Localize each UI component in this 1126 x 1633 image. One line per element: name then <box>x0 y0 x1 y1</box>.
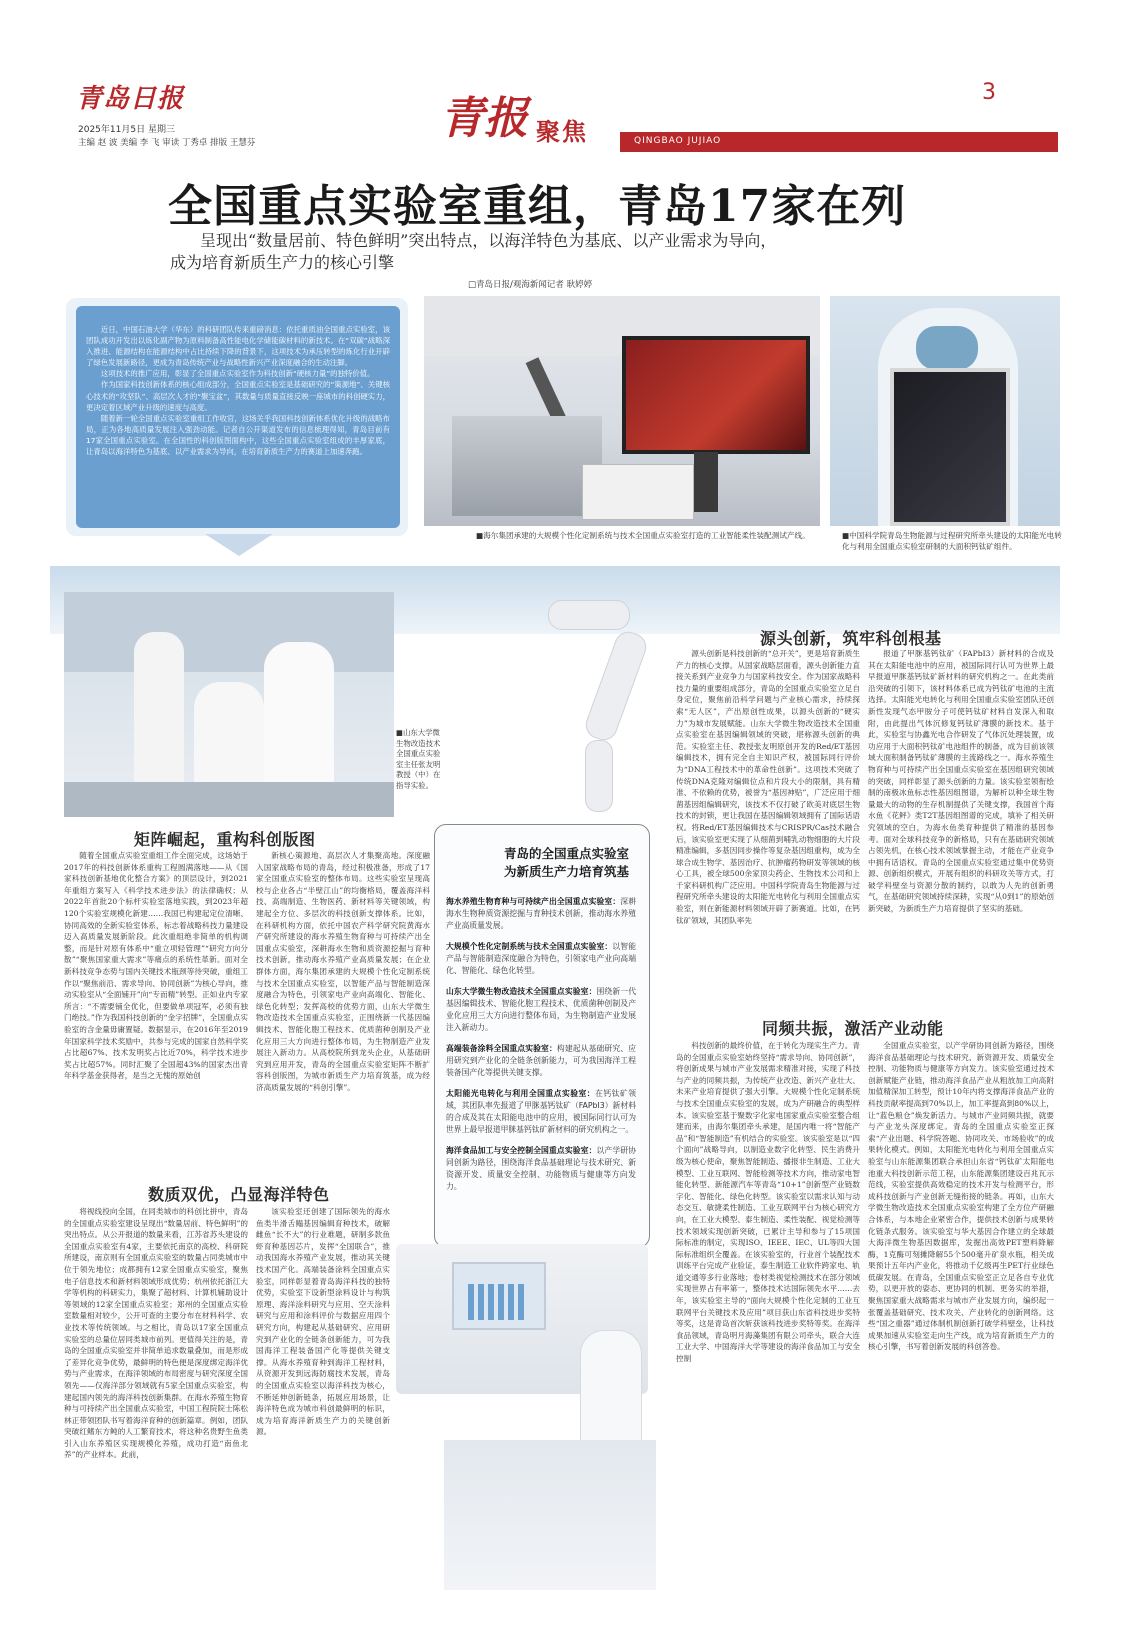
sidebar-item-text: 在钙钛矿领域，其团队率先报道了甲脒基钙钛矿（FAPbI3）新材料的合成及其在太阳能电池中的应用，被国际同行认可为世界上最早报道甲脒基钙钛矿新材料的研究机构之一。 <box>446 1089 636 1134</box>
sidebar-item <box>446 1088 636 1136</box>
photo-perovskite <box>830 296 1060 526</box>
face-mask <box>916 326 978 370</box>
robot-base <box>452 416 602 516</box>
section3-col1: 源头创新是科技创新的“总开关”，更是培育新质生产力的核心支撑。从国家战略层面看，源头创新能力直接关系到产业竞争力与国家科技安全。作为国家战略科技力量的重要组成部分，青岛的全国重点实验室立足自身定位，聚焦前沿科学问题与产业核心需求，持续探索“无人区”，产出原创性成果，以源头创新的“硬实力”为城市发展赋能。山东大学微生物改造技术全国重点实验室在基因编辑领域的突破，堪称源头创新的典范。实验室主任、教授张友明原创开发的Red/ET基因编辑技术，拥有完全自主知识产权，被国际同行评价为“DNA工程技术中的革命性创新”。这项技术突破了传统DNA克隆对编辑位点和片段大小的限制，具有精准、不依赖的优势，被誉为“基因神贴”，广泛应用于细菌基因组编辑研究，该技术不仅打破了欧美对底层生物技术的封锁，更让我国在基因编辑领域拥有了国际话语权。将Red/ET基因编辑技术与CRISPR/Cas技术融合后，该实验室更实现了从细菌到哺乳动物细胞的大片段精准编辑，多基因同步操作等复杂基因组重构，成为全球合成生物学、基因治疗、抗肿瘤药物研发等领域的核心工具，被全球500余家顶尖药企、生物技术公司和上千家科研机构广泛应用。中国科学院青岛生物能源与过程研究所牵头建设的太阳能光电转化与利用全国重点实验室，则在新能源材料领域开辟了新赛道。比如，在钙钛矿领域，其团队率先 <box>676 649 860 925</box>
display-screen <box>622 336 810 454</box>
sidebar-item <box>446 1043 636 1079</box>
section-logo-brush: 青报 <box>440 93 528 144</box>
photo2-caption: ■中国科学院青岛生物能源与过程研究所牵头建设的太阳能光电转化与利用全国重点实验室研制的大面积钙钛矿组件。 <box>842 531 1062 551</box>
subheadline-line2: 成为培育新质生产力的核心引擎 <box>170 253 395 272</box>
robot-arm-decor-1 <box>548 600 630 630</box>
robot-arm-decor-3 <box>585 740 613 812</box>
lab-bench <box>64 782 394 817</box>
illustration-bars <box>468 1284 528 1320</box>
sidebar-item-name: 太阳能光电转化与利用全国重点实验室： <box>446 1089 596 1098</box>
section-logo-text: 聚焦 <box>536 117 588 146</box>
sidebar-item-name: 高端装备涂料全国重点实验室： <box>446 1044 557 1053</box>
sidebar-title-2: 为新质生产力培育筑基 <box>504 864 630 879</box>
section4-col2: 全国重点实验室，以产学研协同创新为路径，围绕海洋食品基础理论与技术研究、新资源开发、质量安全控制、功能物质与健康等方向发力。该实验室通过技术创新赋能产业链，推动海洋食品产业从粗放加工向高附加值精深加工转型，预计10年内将支撑海洋食品产业的科技贡献率提高到70%以上，加工率提高到80%以上，让“蓝色粮仓”焕发新活力。与城市产业同频共振，就要与产业龙头深度绑定。青岛的全国重点实验室正探索“产业出题、科学院答题、协同攻关、市场验收”的成果转化模式。例如，太阳能光电转化与利用全国重点实验室与山东能源集团联合承担山东省“钙钛矿太阳能电池重大科技创新示范工程，山东能源集团建设百兆瓦示范线，实验室提供高效稳定的技术开发与检测平台，形成科技创新与产业创新无缝衔接的链条。再如，山东大学微生物改造技术全国重点实验室构建了全方位产研融合体系，与本地企业紧密合作，提供技术创新与成果转化链条式服务。该实验室与华大基因合作建立的全球最大海洋微生物基因数据库，发掘出高效PET塑料降解酶，1克酶可刻摊降解55个500毫升矿泉水瓶，相关成果预计五年内产业化，将推动千亿级再生PET行业绿色低碳发展。在青岛，全国重点实验室正立足各自专业优势，以更开放的姿态、更协同的机制、更务实的举措，聚焦国家重大战略需求与城市产业发展方向，编织起一张覆盖基础研究、技术攻关、产业转化的创新网络。这些“国之重器”通过体制机制创新打破学科壁垒，让科技成果加速从实验室走向生产线，成为培育新质生产力的核心引擎，书写着创新发展的科创答卷。 <box>868 1041 1054 1352</box>
sidebar-item-name: 海水养殖生物育种与可持续产出全国重点实验室： <box>446 897 621 906</box>
section2-col1: 将视线投向全国，在同类城市的科创比拼中，青岛的全国重点实验室建设呈现出“数量居前、特色鲜明”的突出特点。从公开报道的数量来看，江苏省苏头建设的全国重点实验室有4家，主要依托南京的高校、科研院所建设，南京则有全国重点实验室的数量占同类城市中位于领先地位；成都拥有12家全国重点实验室，聚焦电子信息技术和新材料领域形成优势；杭州依托浙江大学等机构的科研实力，集聚了超材料、计算机辅助设计等领域的12家全国重点实验室；郑州的全国重点实验室数量相对较少，公开可查的主要分布在材料科学、农业技术等传统领域。与之相比，青岛以17家全国重点实验室的总量位居同类城市前列。更值得关注的是，青岛的全国重点实验室并非简单追求数量叠加，而是形成了差异化竞争优势，最鲜明的特色便是深度绑定海洋优势与产业需求，在海洋领域的布局密度与研究深度全国领先——仅海洋部分领域就有5家全国重点实验室，构建起国内领先的海洋科技创新集群。在海水养殖生物育种与可持续产出全国重点实验室，中国工程院院士陈松林正带领团队书写着海洋育种的创新篇章。例如，团队突破红鳍东方鲀的人工繁育技术，将这种名贵野生鱼类引入山东养殖区实现规模化养殖，成功打造“南鱼北养”的产业样本。此前， <box>64 1207 248 1460</box>
robot-arm-decor-2 <box>582 628 650 744</box>
sidebar-item <box>446 986 636 1034</box>
paper-logo: 青岛日报 <box>76 84 185 114</box>
section3-col2: 报道了甲脒基钙钛矿（FAPbI3）新材料的合成及其在太阳能电池中的应用，被国际同行认可为世界上最早报道甲脒基钙钛矿新材料的研究机构之一。在此类前沿突破的引领下，该材料体系已成为钙钛矿电池的主流选择。太阳能光电转化与利用全国重点实验室团队还创新性发现气态甲胺分子可使钙钛矿材料自发深入和取附，由此提出气体沉修复钙钛矿薄膜的新技术。基于此，实验室与协鑫光电合作研发了气体沉处理装置，成功应用于大面积钙钛矿电池组件的制备，成为目前该领域大面积制备钙钛矿薄膜的主流路线之一。海水养殖生物育种与可持续产出全国重点实验室在基因组研究领域的突破，同样彰显了源头创新的力量。该实验室领衔绘制的南极冰鱼标志性基因组图谱，为解析以种全球生物量最大的动物的生存机制提供了关键支撑，我国首个海水鱼《花鲆》类T2T基因组图谱的完成，填补了相关研究领域的空白，为海水鱼类育种提供了精准的基因参考。面对全球科技竞争的新格局，只有在基础研究领域占领先机，在核心技术领域掌握主动，才能在产业竞争中拥有话语权。青岛的全国重点实验室通过集中优势资源、创新组织模式，开展有组织的科研攻关等方式，打破学科壁垒与资源分散的制约，以敢为人先的创新勇气，在基础研究领域持续深耕，实现“从0到1”的原始创新突破，为新质生产力培育提供了坚实的基础。 <box>868 649 1054 914</box>
photo-assembly-line <box>424 296 820 526</box>
photo-lab <box>64 592 394 817</box>
sidebar-item <box>446 896 636 932</box>
staff-line: 主编 赵 波 美编 李 飞 审读 丁秀卓 排版 王慧芬 <box>78 138 256 148</box>
lead-text <box>86 324 390 524</box>
byline: □青岛日报/观海新闻记者 耿婷婷 <box>468 280 593 290</box>
perovskite-panel <box>890 368 1010 526</box>
sidebar-list <box>446 896 636 1242</box>
lead-p2: 这项技术的推广应用，彰显了全国重点实验室作为科技创新“硬核力量”的独特价值。 <box>100 369 375 379</box>
photo1-caption: ■海尔集团承建的大规模个性化定制系统与技术全国重点实验室打造的工业智能柔性装配测试产线。 <box>476 531 810 540</box>
section4-col1: 科技创新的最终价值，在于转化为现实生产力。青岛的全国重点实验室始终坚持“需求导向、协同创新”，将创新成果与城市产业发展需求精准对接，实现了科技与产业的同频共振，为传统产业改造、新兴产业壮大、未来产业培育提供了强大引擎。大规模个性化定制系统与技术全国重点实验室的发展，成为产研融合的典型样本。该实验室基于聚数字化家电国家重点实验室整合组建而来，由海尔集团牵头承建，是国内唯一将“智能产品”和“智能制造”有机结合的实验室。该实验室是以“四个面向”战略导向，以制造业数字化转型、民生消费升级为核心使命，聚焦智能制造、播报非生制造、工业大模型、工业互联网、智能检测等技术方向，推动家电智能化转型、新能源汽车等青岛“10+1”创新型产业链数字化、智能化、绿色化转型。该实验室以需求认知与动态交互、敏捷柔性制造、工业互联网平台为核心研究方向，在工业大模型、泰生制造、柔性装配、视觉检测等技术领域实现创新突破，已累计主导和参与了15项国际标准的制定，实现ISO、IEEE、IEC、UL等四大国际标准组织全覆盖。在该实验室的，行业首个装配技术训练平台完成产业验证，泰生制造工业软件跨家电、轨道交通等多行业落地；卷材类视觉检测技术在部分领域实现世界占有率第一，整体技术达国际领先水平……去年，该实验室主导的“面向大规模个性化定制的工业互联网平台关键技术及应用”项目获山东省科技进步奖特等奖，这是青岛首次斩获该科技进步奖特等奖。在海洋食品领域，青岛明月海藻集团有限公司牵头，联合大连工业大学、中国海洋大学等建设的海洋食品加工与安全控制 <box>676 1041 860 1364</box>
date-line: 2025年11月5日 星期三 <box>78 125 175 135</box>
headline: 全国重点实验室重组，青岛17家在列 <box>168 181 907 232</box>
section2-col2: 该实验室还创建了国际领先的海水鱼类半滑舌鳎基因编辑育种技术，破解雌鱼“长不大”的行业难题，研制多款鱼虾育种基因芯片，发挥“全国联合”，推动我国海水养殖产业发展，推动其关键技术国产化。高端装备涂料全国重点实验室，同样彰显着青岛海洋科技的独特优势，实验室下设新型涂料设计与构筑原理、海洋涂料研究与应用、空天涂料研究与应用和涂料评价与数据应用四个研究方向，构建起从基础研究、应用研究到产业化的全链条创新能力，可为我国海洋工程装备国产化等提供关键支撑。从海水养殖育种到海洋工程材料，从资源开发到远海防腐技术发展，青岛的全国重点实验室以海洋科技为核心，不断延伸创新链条，拓展应用场景，让海洋特色成为城市科创最鲜明的标识，成为培育海洋新质生产力的关键创新源。 <box>256 1207 390 1437</box>
illustration-desk <box>444 1440 656 1590</box>
illustration-scientist <box>580 1330 642 1442</box>
sidebar-item-name: 山东大学微生物改造技术全国重点实验室： <box>446 987 597 996</box>
lead-p1: 近日，中国石油大学（华东）的科研团队传来重磅消息：依托重质油全国重点实验室，该团队成功开发出以炼化副产物为原料制备高性能电化学储能碳材料的新技术。在“双碳”战略深入推进、能源结构在能源结构中占比持续下降的背景下，这项技术为承压转型的炼化行业开辟了绿色发展新路径，更成为青岛传统产业与战略性新兴产业深度融合的生动注脚。 <box>86 325 390 368</box>
section1-col2: 新核心策源地、高层次人才集聚高地。深度融入国家战略布局的青岛，经过积极准备，形成了17家全国重点实验室的整体布局。这些实验室呈现高校与企业各占“半壁江山”的均衡格局，覆盖海洋科技、高端制造、生物医药、新材料等关键领域，构建起全方位、多层次的科技创新支撑体系。比如，在科研机构方面，依托中国农产科学研究院黄海水产研究所建设的海水养殖生物育种与可持续产出全国重点实验室，深耕海水生物和质资源挖掘与育种技术创新，推动海水养殖产业高质量发展；在企业群体方面，海尔集团承建的大规模个性化定制系统与技术全国重点实验室，以智能产品与智能制造深度融合为特色，引领家电产业向高端化、智能化、绿色化转型；发挥高校的优势方面，山东大学微生物改造技术全国重点实验室，正围绕新一代基因编辑技术、智能化胞工程技术、优质菌种创制及产业化应用三大方向进行整体布局，为生物制造产业发展注入新动力。从高校院所到龙头企业，从基础研究到应用开发，青岛的全国重点实验室矩阵不断扩容科创版图，为城市新质生产力培育筑基，成为经济高质量发展的“科创引擎”。 <box>256 851 430 1092</box>
sidebar-item-name: 大规模个性化定制系统与技术全国重点实验室： <box>446 942 613 951</box>
sidebar-item-text: 以智能产品与智能制造深度融合为特色，引领家电产业向高端化、智能化、绿色化转型。 <box>446 942 636 975</box>
page-number: 3 <box>982 80 996 105</box>
scientist-left <box>134 632 184 782</box>
section3-title: 源头创新，筑牢科创根基 <box>760 629 942 648</box>
lead-p3: 作为国家科技创新体系的核心组成部分，全国重点实验室是基础研究的“策源地”、关键核心技术的“攻坚队”、高层次人才的“聚宝盆”，其数量与质量直接反映一座城市的科创硬实力，更决定着区域产业升级的速度与高度。 <box>86 380 390 412</box>
subheadline-line1: 呈现出“数量居前、特色鲜明”突出特点，以海洋特色为基底、以产业需求为导向， <box>200 231 777 250</box>
workstation <box>582 464 694 520</box>
section1-title: 矩阵崛起，重构科创版图 <box>134 830 316 849</box>
sidebar-item <box>446 941 636 977</box>
lead-chevron <box>205 534 273 556</box>
section4-title: 同频共振，激活产业动能 <box>762 1019 944 1038</box>
sidebar-item-name: 海洋食品加工与安全控制全国重点实验室： <box>446 1146 597 1155</box>
shelves <box>64 592 394 672</box>
sidebar-item-text: 围绕新一代基因编辑技术、智能化胞工程技术、优质菌种创制及产业化应用三大方向进行整体布局，为生物制造产业发展注入新动力。 <box>446 987 636 1032</box>
sidebar-item-text: 以产学研协同创新为路径，围绕海洋食品基础理论与技术研究、新资源开发、质量安全控制、功能物质与健康等方向发力。 <box>446 1146 636 1191</box>
section1-col1: 随着全国重点实验室重组工作全面完成，这场始于2017年的科技创新体系重构工程圆满落地——从《国家科技创新基地优化整合方案》的顶层设计，到2021年重组方案写入《科学技术进步法》的法律确权；从2022年首批20个标杆实验室落地实践，到2023年超120个实验室规模化新建……我国已构建起定位清晰、协同高效的全新实验室体系，标志着战略科技力量建设迈入高质量发展新阶段。此次重组绝非简单的机构调整，而是针对原有体系中“重立项轻管理”“研究方向分散”“聚焦国家重大需求”等痛点的系统性革新。面对全新科技竞争态势与国内关键技术瓶颈等待突破，重组工作以“聚焦前沿、需求导向、协同创新”为核心导向，推动实验室从“全面铺开”向“专而精”转型。正如业内专家所言：“不需要铺全优化，但要做单项冠军，必须有独门绝技。”作为我国科技创新的“金字招牌”，全国重点实验室的含金量毋庸置疑。数据显示，在2016年至2019年国家科学技术奖励中，共参与完成的国家自然科学奖占比超67%、技术发明奖占比近70%，科学技术进步奖占比超57%。同时汇聚了全国超43%的国家杰出青年科学基金获得者，是当之无愧的原始创 <box>64 851 248 1081</box>
lead-p4: 随着新一轮全国重点实验室重组工作收官，这场关乎我国科技创新体系优化升级的战略布局，正为各地高质量发展注入强劲动能。记者自公开渠道发布的信息梳理得知，青岛目前有17家全国重点实验室。在全国性的科创版图面构中，这些全国重点实验室组成的丰厚家底，让青岛以海洋特色为基底、以产业需求为导向，在培育新质生产力的赛道上加速奔跑。 <box>86 413 390 457</box>
sidebar-item <box>446 1145 636 1193</box>
sidebar-item-text: 深耕海水生物种质资源挖掘与育种技术创新，推动海水养殖产业高质量发展。 <box>446 897 636 930</box>
screen-stand <box>694 452 718 512</box>
section-pinyin: QINGBAO JUJIAO <box>634 136 722 146</box>
section2-title: 数质双优，凸显海洋特色 <box>148 1185 330 1204</box>
sidebar-item-text: 构建起从基础研究、应用研究到产业化的全链条创新能力，可为我国海洋工程装备国产化等提供关键支撑。 <box>446 1044 636 1077</box>
sidebar-title-1: 青岛的全国重点实验室 <box>504 846 630 861</box>
photo3-caption: ■山东大学微生物改造技术全国重点实验室主任张友明教授（中）在指导实验。 <box>396 728 441 790</box>
